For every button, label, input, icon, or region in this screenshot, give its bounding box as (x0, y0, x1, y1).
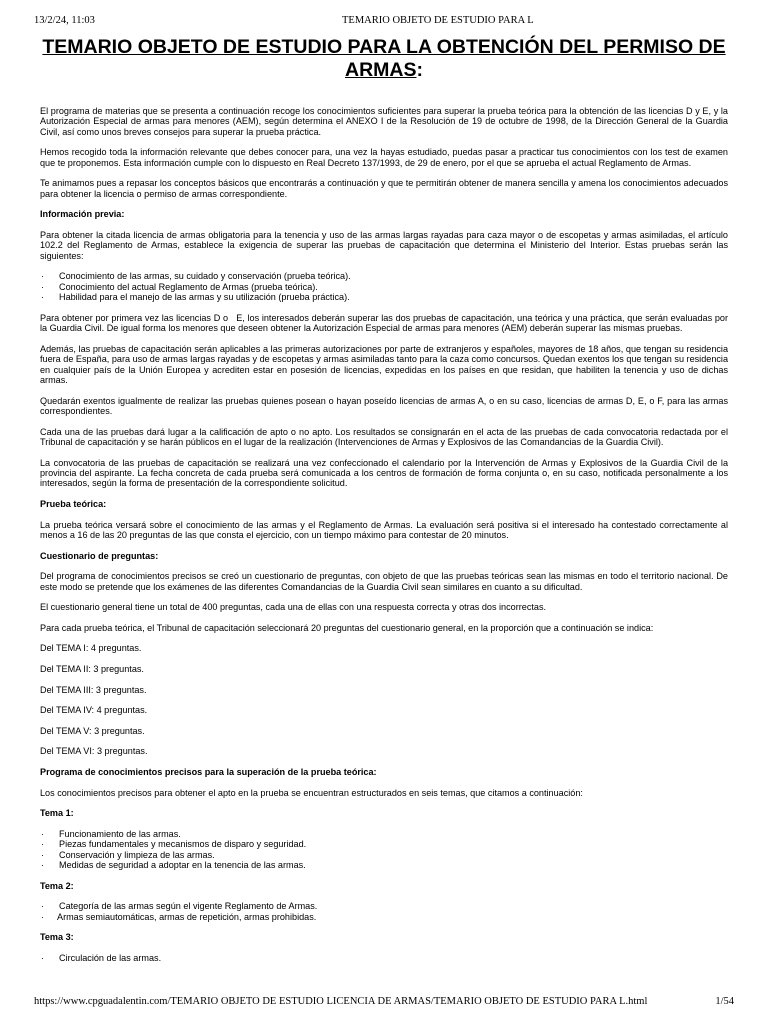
list-item: · Conservación y limpieza de las armas. (40, 850, 728, 860)
paragraph-cuestionario-1: Del programa de conocimientos precisos se creó un cuestionario de preguntas, con objeto de que las pruebas teóricas sean las mismas en todo el territorio nacional. De este modo se pretende que los exámenes de las diferentes Comandancias de la Guardia Civil sean similares en cuanto a su dificultad. (40, 571, 728, 592)
print-page-title: TEMARIO OBJETO DE ESTUDIO PARA L (342, 15, 534, 26)
list-item: · Conocimiento de las armas, su cuidado y conservación (prueba teórica). (40, 271, 728, 281)
tema-count-line: Del TEMA II: 3 preguntas. (40, 664, 144, 674)
tema-1-list (40, 829, 728, 871)
tema-count-line: Del TEMA V: 3 preguntas. (40, 725, 145, 736)
print-datetime: 13/2/24, 11:03 (34, 15, 95, 26)
page-number: 1/54 (715, 996, 734, 1007)
paragraph-intro-2: Hemos recogido toda la información relevante que debes conocer para, una vez la hayas estudiado, puedas pasar a practicar tus conocimientos con los test de examen que te proponemos. Esta información cumple con lo dispuesto en Real Decreto 137/1993, de 29 de enero, por el que se aprueba el actual Reglamento de Armas. (40, 147, 728, 168)
paragraph-teorica-1: La prueba teórica versará sobre el conocimiento de las armas y el Reglamento de Armas. La evaluación será positiva si el interesado ha contestado correctamente al menos a 16 de las 20 preguntas de las que consta el ejercicio, con un tiempo máximo para contestar de 20 minutos. (40, 519, 728, 541)
tema-count-line: Del TEMA III: 3 preguntas. (40, 684, 147, 695)
tema-3-list (40, 953, 728, 963)
list-item: · Armas semiautomáticas, armas de repetición, armas prohibidas. (40, 912, 728, 922)
print-header (34, 15, 734, 29)
paragraph-info-4: Quedarán exentos igualmente de realizar las pruebas quienes posean o hayan poseído licencias de armas A, o en su caso, licencias de armas D, E, o F, para las armas correspondientes. (40, 395, 728, 417)
paragraph-cuestionario-2: El cuestionario general tiene un total de 400 preguntas, cada una de ellas con una respuesta correcta y otras dos incorrectas. (40, 602, 547, 613)
section-heading-teorica: Prueba teórica: (40, 499, 107, 510)
tema-count-line: Del TEMA VI: 3 preguntas. (40, 746, 148, 757)
paragraph-info-6: La convocatoria de las pruebas de capacitación se realizará una vez confeccionado el calendario por la Intervención de Armas y Explosivos de la Guardia Civil de la provincia del aspirante. La fecha concreta de cada prueba será comunicada a los centros de formación de forma conjunta o, en su caso, notificada personalmente a los interesados, según la forma de presentación de la correspondiente solicitud. (40, 457, 728, 489)
section-heading-info: Información previa: (40, 209, 125, 220)
tema-2-list (40, 901, 728, 922)
tema-1-heading: Tema 1: (40, 808, 74, 819)
list-item: · Medidas de seguridad a adoptar en la tenencia de las armas. (40, 860, 728, 870)
paragraph-intro-1: El programa de materias que se presenta a continuación recoge los conocimientos suficientes para superar la prueba teórica para la obtención de las licencias D y E, y la Autorización Especial de armas para menores (AEM), según determina el ANEXO I de la Resolución de 19 de octubre de 1998, de la Dirección General de la Guardia Civil, así como unos breves consejos para superar la prueba práctica. (40, 106, 728, 137)
document-title-suffix: : (416, 59, 423, 81)
tema-count-line: Del TEMA I: 4 preguntas. (40, 643, 142, 654)
tema-count-line: Del TEMA IV: 4 preguntas. (40, 705, 148, 716)
tema-2-heading: Tema 2: (40, 880, 74, 891)
paragraph-intro-3: Te animamos pues a repasar los conceptos básicos que encontrarás a continuación y que te permitirán obtener de manera sencilla y amena los conocimientos adecuados para obtener la licencia o permiso de armas correspondiente. (40, 178, 728, 199)
list-pruebas (40, 271, 728, 302)
list-item: · Categoría de las armas según el vigente Reglamento de Armas. (40, 901, 728, 911)
list-item: · Conocimiento del actual Reglamento de Armas (prueba teórica). (40, 282, 728, 292)
paragraph-info-2: Para obtener por primera vez las licencias D o E, los interesados deberán superar las dos pruebas de capacitación, una teórica y una práctica, que serán evaluadas por la Guardia Civil. De igual forma los menores que deseen obtener la Autorización Especial de armas para menores (AEM) deberán superar las mismas pruebas. (40, 312, 731, 334)
section-heading-programa: Programa de conocimientos precisos para la superación de la prueba teórica: (40, 766, 377, 777)
paragraph-cuestionario-3: Para cada prueba teórica, el Tribunal de capacitación seleccionará 20 preguntas del cuestionario general, en la proporción que a continuación se indica: (40, 622, 654, 633)
page-url: https://www.cpguadalentin.com/TEMARIO OBJETO DE ESTUDIO LICENCIA DE ARMAS/TEMARIO OBJETO DE ESTUDIO PARA L.html (34, 996, 648, 1007)
document-title (40, 36, 728, 82)
document-title-text: TEMARIO OBJETO DE ESTUDIO PARA LA OBTENCIÓN DEL PERMISO DE ARMAS (42, 36, 726, 81)
section-heading-cuestionario: Cuestionario de preguntas: (40, 550, 159, 561)
list-item: · Circulación de las armas. (40, 953, 728, 963)
print-footer (34, 996, 734, 1010)
paragraph-info-3: Además, las pruebas de capacitación serán aplicables a las primeras autorizaciones por parte de extranjeros y españoles, mayores de 18 años, que tengan su residencia fuera de España, para uso de armas largas rayadas y de escopetas y armas asimiladas tanto para la caza como concursos. Quedan exentos los que tengan su residencia en cualquier país de la Unión Europea y acrediten estar en posesión de licencias, expedidas en los países en que residan, que habiliten la tenencia y uso de dichas armas. (40, 343, 728, 386)
list-item: · Habilidad para el manejo de las armas y su utilización (prueba práctica). (40, 292, 728, 302)
list-item: · Piezas fundamentales y mecanismos de disparo y seguridad. (40, 839, 728, 849)
list-item: · Funcionamiento de las armas. (40, 829, 728, 839)
paragraph-info-5: Cada una de las pruebas dará lugar a la calificación de apto o no apto. Los resultados se consignarán en el acta de las pruebas de cada convocatoria redactada por el Tribunal de capacitación y se harán públicos en el lugar de la realización (Intervenciones de Armas y Explosivos de las Comandancias de la Guardia Civil). (40, 426, 728, 448)
document-body (40, 36, 731, 973)
paragraph-programa-1: Los conocimientos precisos para obtener el apto en la prueba se encuentran estructurados en seis temas, que citamos a continuación: (40, 787, 583, 798)
paragraph-info-1: Para obtener la citada licencia de armas obligatoria para la tenencia y uso de las armas largas rayadas para caza mayor o de escopetas y armas asimiladas, el artículo 102.2 del Reglamento de Armas, establece la exigencia de superar las pruebas de capacitación que determina el Ministerio del Interior. Estas pruebas serán las siguientes: (40, 230, 728, 261)
tema-3-heading: Tema 3: (40, 932, 74, 943)
